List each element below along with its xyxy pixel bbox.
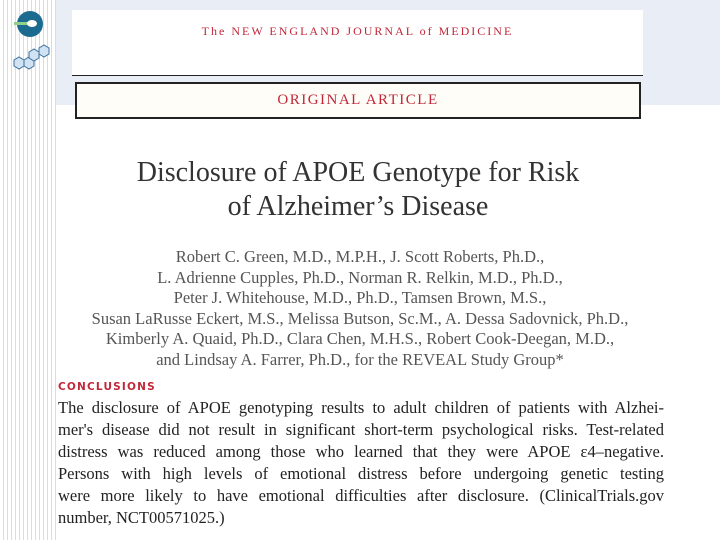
text-line: The disclosure of APOE genotyping results to adult children of patients with Alzhei-: [58, 398, 664, 417]
section-label: ORIGINAL ARTICLE: [75, 82, 641, 119]
conclusions-heading: CONCLUSIONS: [58, 381, 156, 393]
article-title: [60, 156, 656, 224]
journal-header: [72, 10, 643, 76]
author-line: L. Adrienne Cupples, Ph.D., Norman R. Relkin, M.D., Ph.D.,: [157, 267, 563, 287]
author-line: Robert C. Green, M.D., M.P.H., J. Scott Roberts, Ph.D.,: [175, 247, 545, 266]
author-line: Kimberly A. Quaid, Ph.D., Clara Chen, M.H.S., Robert Cook-Deegan, M.D.,: [105, 329, 615, 348]
slide-logo-icon: [8, 10, 50, 72]
journal-name: The NEW ENGLAND JOURNAL of MEDICINE: [201, 24, 514, 38]
title-line: Disclosure of APOE Genotype for Risk: [136, 157, 580, 188]
text-line: mer's disease did not result in significant short-term psychological risks. Test-related: [58, 420, 664, 439]
author-line: Susan LaRusse Eckert, M.S., Melissa Butson, Sc.M., A. Dessa Sadovnick, Ph.D.,: [91, 308, 629, 328]
conclusions-text: [58, 397, 664, 529]
text-line: were more likely to have emotional difficulties after disclosure. (ClinicalTrials.gov: [58, 486, 664, 505]
author-line: Peter J. Whitehouse, M.D., Ph.D., Tamsen Brown, M.S.,: [173, 288, 547, 307]
author-line: and Lindsay A. Farrer, Ph.D., for the REVEAL Study Group*: [156, 349, 564, 369]
text-line: distress was reduced among those who learned that they were APOE ε4–negative.: [58, 442, 664, 461]
slide-side-stripes: [0, 0, 56, 540]
title-line: of Alzheimer’s Disease: [227, 191, 489, 222]
text-line: number, NCT00571025.): [58, 508, 225, 527]
text-line: Persons with high levels of emotional distress before undergoing genetic testing: [58, 464, 664, 483]
author-list: [60, 247, 660, 370]
